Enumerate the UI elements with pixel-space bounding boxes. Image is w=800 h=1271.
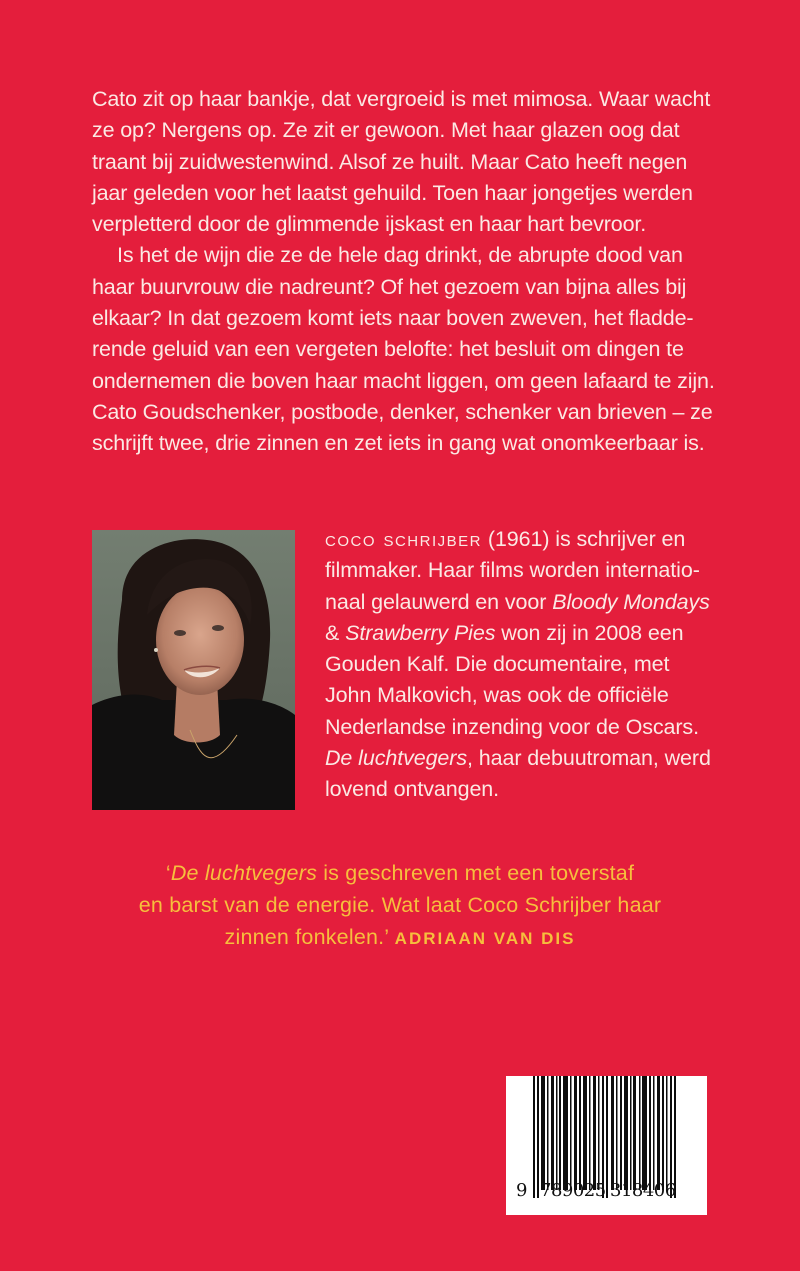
isbn-right-group: 318406	[610, 1180, 676, 1201]
blurb-line: jaar geleden voor het laatst gehuild. Toen haar jongetjes werden	[92, 180, 693, 205]
blurb-paragraph-1	[92, 84, 724, 240]
quote-line: en barst van de energie. Wat laat Coco Schrijber haar	[138, 893, 662, 917]
author-photo	[92, 530, 295, 810]
isbn-first-digit: 9	[516, 1180, 528, 1201]
film-title: Strawberry Pies	[345, 620, 496, 645]
blurb-line: haar buurvrouw die nadreunt? Of het gezoem van bijna alles bij	[92, 274, 687, 299]
blurb-line: ze op? Nergens op. Ze zit er gewoon. Met haar glazen oog dat	[92, 118, 680, 143]
isbn-barcode	[506, 1076, 707, 1215]
author-name: coco schrijber	[325, 527, 482, 551]
quote-attribution: ADRIAAN VAN DIS	[394, 929, 576, 948]
blurb-line: schrijft twee, drie zinnen en zet iets in gang wat onomkeerbaar is.	[92, 431, 705, 456]
isbn-left-group: 789025	[540, 1180, 606, 1201]
bio-line: Nederlandse inzending voor de Oscars.	[325, 714, 699, 739]
blurb-line: elkaar? In dat gezoem komt iets naar boven zweven, het fladde-	[92, 306, 694, 331]
blurb	[92, 84, 724, 460]
isbn-digits	[506, 1180, 707, 1210]
quote-line: ‘De luchtvegers is geschreven met een toverstaf	[165, 861, 635, 885]
bio-line: filmmaker. Haar films worden internatio-	[325, 558, 700, 583]
bio-line: coco schrijber (1961) is schrijver en	[325, 527, 686, 551]
bio-line: John Malkovich, was ook de officiële	[325, 683, 669, 708]
bio-line: De luchtvegers, haar debuutroman, werd	[325, 746, 711, 771]
bio-line: naal gelauwerd en voor Bloody Mondays	[325, 589, 710, 614]
blurb-line: Cato zit op haar bankje, dat vergroeid is met mimosa. Waar wacht	[92, 87, 711, 111]
blurb-line: rende geluid van een vergeten belofte: het besluit om dingen te	[92, 337, 684, 362]
author-bio	[325, 524, 725, 806]
bio-line: & Strawberry Pies won zij in 2008 een	[325, 620, 684, 645]
portrait-illustration	[92, 530, 295, 810]
book-title: De luchtvegers	[325, 746, 468, 771]
blurb-line: verpletterd door de glimmende ijskast en haar hart bevroor.	[92, 212, 647, 237]
blurb-line: Cato Goudschenker, postbode, denker, schenker van brieven – ze	[92, 399, 713, 424]
blurb-line: Is het de wijn die ze de hele dag drinkt, de abrupte dood van	[117, 243, 683, 268]
bio-line: Gouden Kalf. Die documentaire, met	[325, 652, 670, 677]
blurb-line: ondernemen die boven haar macht liggen, om geen lafaard te zijn.	[92, 368, 715, 393]
book-title: De luchtvegers	[170, 861, 318, 885]
blurb-paragraph-2	[92, 240, 724, 459]
film-title: Bloody Mondays	[552, 589, 710, 614]
quote-line: zinnen fonkelen.’ ADRIAAN VAN DIS	[224, 925, 576, 949]
review-quote	[60, 857, 740, 955]
bio-line: lovend ontvangen.	[325, 777, 500, 802]
blurb-line: traant bij zuidwestenwind. Alsof ze huilt. Maar Cato heeft negen	[92, 149, 688, 174]
